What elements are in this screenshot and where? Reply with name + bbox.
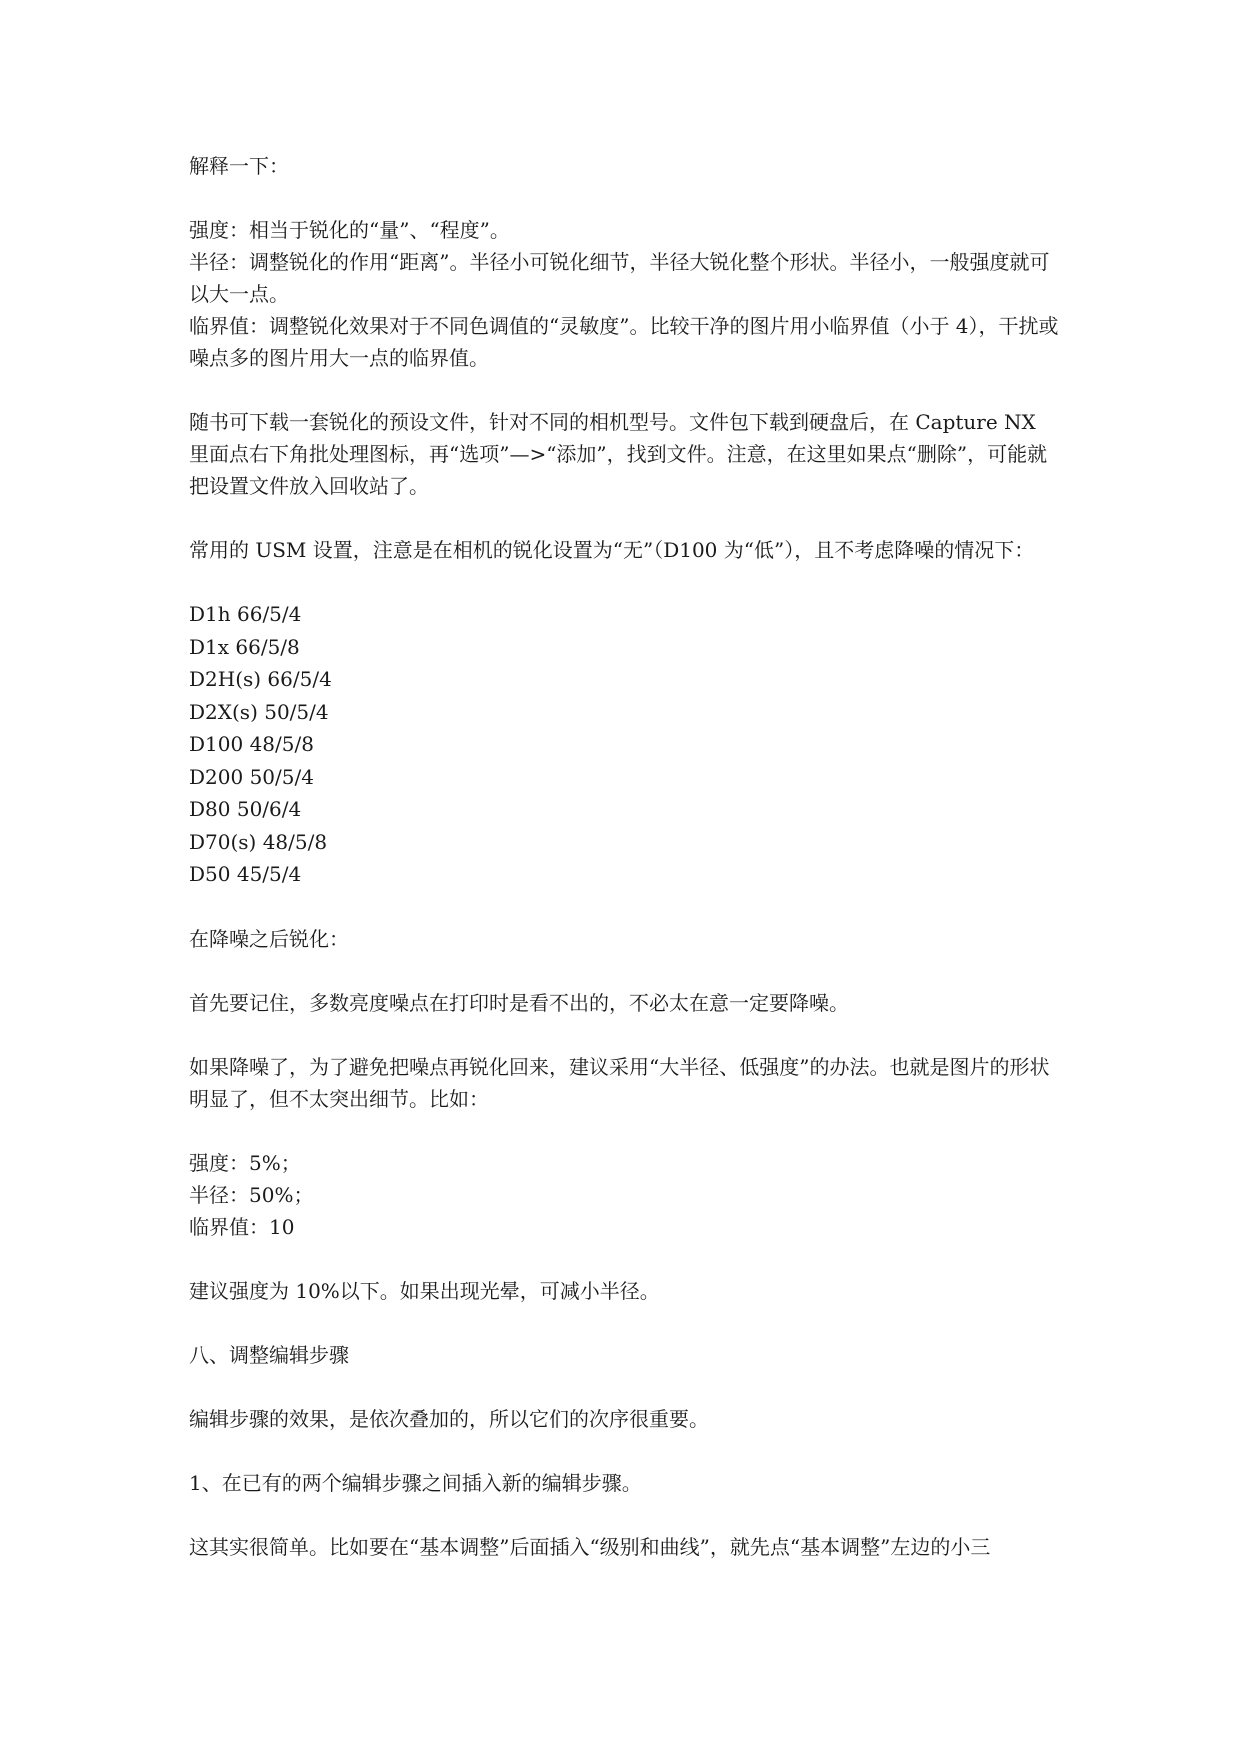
paragraph-download: 随书可下载一套锐化的预设文件，针对不同的相机型号。文件包下载到硬盘后，在 Capture NX 里面点右下角批处理图标，再“选项”—>“添加”，找到文件。注意，在这里如果点“删除”，可能就把设置文件放入回收站了。 — [189, 410, 1048, 498]
paragraph-suggestion: 建议强度为 10%以下。如果出现光晕，可减小半径。 — [189, 1278, 660, 1303]
definition-strength: 强度：相当于锐化的“量”、“程度”。 — [189, 218, 510, 242]
camera-setting-item: D1x 66/5/8 — [189, 634, 300, 659]
camera-setting-item: D200 50/5/4 — [189, 764, 314, 789]
spacer — [189, 1371, 1059, 1403]
definition-radius: 半径：调整锐化的作用“距离”。半径小可锐化细节，半径大锐化整个形状。半径小，一般强度就可以大一点。 — [189, 250, 1050, 306]
spacer — [189, 891, 1059, 923]
example-threshold: 临界值：10 — [189, 1214, 295, 1239]
spacer — [189, 1115, 1059, 1147]
example-strength: 强度：5%； — [189, 1150, 301, 1175]
camera-setting-item: D2X(s) 50/5/4 — [189, 699, 329, 724]
camera-setting-item: D100 48/5/8 — [189, 732, 314, 756]
paragraph-remember: 首先要记住，多数亮度噪点在打印时是看不出的，不必太在意一定要降噪。 — [189, 990, 849, 1015]
camera-settings-list — [189, 598, 1059, 891]
paragraph-simple: 这其实很简单。比如要在“基本调整”后面插入“级别和曲线”，就先点“基本调整”左边的小三 — [189, 1534, 991, 1559]
definition-threshold: 临界值：调整锐化效果对于不同色调值的“灵敏度”。比较干净的图片用小临界值（小于 4），干扰或噪点多的图片用大一点的临界值。 — [189, 314, 1059, 370]
paragraph-steps: 编辑步骤的效果，是依次叠加的，所以它们的次序很重要。 — [189, 1406, 709, 1431]
spacer — [189, 1019, 1059, 1051]
camera-setting-item: D50 45/5/4 — [189, 862, 302, 886]
document-page — [189, 150, 1059, 1563]
paragraph-usm-settings: 常用的 USM 设置，注意是在相机的锐化设置为“无”（D100 为“低”），且不考虑降噪的情况下： — [189, 538, 1035, 562]
example-radius: 半径：50%； — [189, 1182, 314, 1207]
spacer — [189, 566, 1059, 598]
camera-setting-item: D2H(s) 66/5/4 — [189, 667, 332, 691]
spacer — [189, 1499, 1059, 1531]
spacer — [189, 1243, 1059, 1275]
heading-explain: 解释一下： — [189, 154, 289, 178]
paragraph-if-denoised: 如果降噪了，为了避免把噪点再锐化回来，建议采用“大半径、低强度”的办法。也就是图片的形状明显了，但不太突出细节。比如： — [189, 1054, 1050, 1111]
section-heading-8: 八、调整编辑步骤 — [189, 1342, 349, 1367]
spacer — [189, 502, 1059, 534]
camera-setting-item: D1h 66/5/4 — [189, 602, 302, 626]
spacer — [189, 955, 1059, 987]
camera-setting-item: D80 50/6/4 — [189, 797, 302, 821]
spacer — [189, 374, 1059, 406]
list-item-1: 1、在已有的两个编辑步骤之间插入新的编辑步骤。 — [189, 1470, 642, 1495]
spacer — [189, 182, 1059, 214]
camera-setting-item: D70(s) 48/5/8 — [189, 829, 328, 854]
heading-after-denoise: 在降噪之后锐化： — [189, 926, 349, 951]
spacer — [189, 1307, 1059, 1339]
spacer — [189, 1435, 1059, 1467]
